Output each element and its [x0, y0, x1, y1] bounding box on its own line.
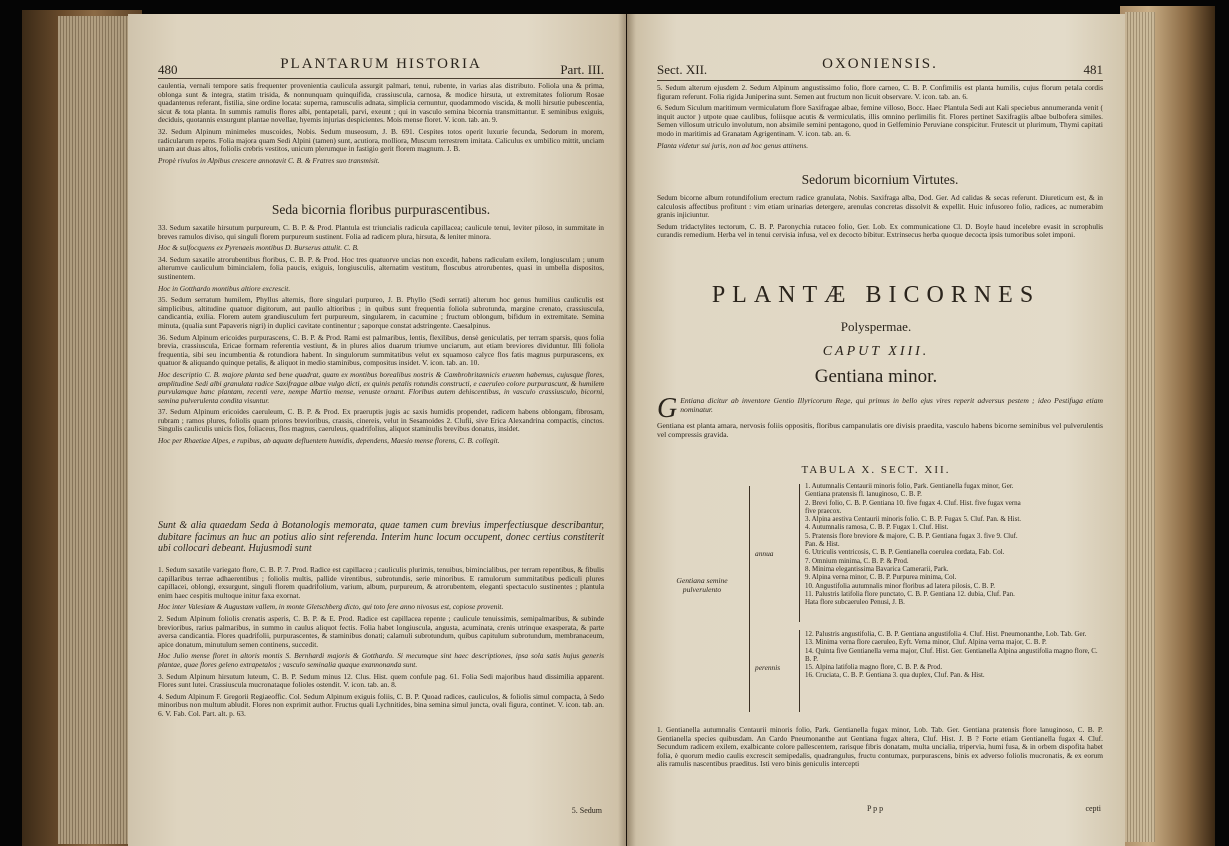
- signature-mark: P p p: [867, 804, 884, 813]
- paragraph-6: 6. Sedum Siculum maritimum vermiculatum flore Saxifragae albae, femine villoso, Bocc. Haec Plantula Sedi aut Kali speciebus annumeranda venit ( inquit auctor ) utpote quae caulibus, foliisque acutis & vermiculatis, illis omnino perlimilis fit. Flores pertinet Saxifragiis albae bulbofera similes. Semen villosum utriculo involutum, non absimile semini pentagono, quod in Gelfeminio Peruviane conspicitur. Frutescit ut plurimum, Thymi capitati modo in maritimis ad Granatam Agrigentinam. V. icon. tab. an. 6.: [657, 103, 1103, 138]
- gentianella-description: 1. Gentianella autumnalis Centaurii minoris folio, Park. Gentianella fugax minor, Lob. Tab. Ger. Gentiana pratensis flore lanuginoso, C. B. P. Gentianella species quibusdam. An Cardo Pneumonanthe aut Gentiana fugax altera, Cluf. Hist. J. B ? Forte etiam Gentianella fugax 4. Cluf. Secundum radicem exilem, exalbicante colore pallescentem, rarisque fibris donatam, multa uncialia, tripervia, humi fusa, & in orbem dispofita habet folia, è quorum medio caulis excrescit semipedalis, quadrangulus, fructu contumax, purpurascens, binis ex adverso foliolis mucronatis, & ex eorum alis ramulis nascentibus praeditus. Isti vero binis geniculis intercepti: [657, 725, 1103, 769]
- virtues-paragraph-2: Sedum tridactylites tectorum, C. B. P. Paronychia rutaceo folio, Ger. Lob. Ex communicatione Cl. D. Boyle haud incelebre evasit in scrophulis curandis remedium. Herba vel in tenui cervisia infusa, vel ex decocto bibitur. Extrinsecus herba quoque decocta ipsis tumoribus solet imponi.: [657, 221, 1103, 240]
- right-section-label: Sect. XII.: [657, 62, 708, 77]
- table-root-label: Gentiana semine pulverulento: [676, 576, 728, 594]
- paragraph-37-note: Hoc per Rhaetiae Alpes, e rupibus, ab aquam defluentem humidis, dependens, Maesio mense florens, C. B. collegit.: [158, 436, 500, 446]
- left-text-middle: [158, 224, 604, 449]
- polyspermae-subtitle: Polyspermae.: [840, 319, 912, 334]
- classification-table: [657, 480, 1103, 720]
- right-page-edges: [1125, 12, 1155, 842]
- chapter-heading: CAPUT XIII.: [822, 344, 930, 359]
- annua-item: five praecox.: [805, 506, 842, 515]
- perennis-item: 14. Quinta five Gentianella verna major, Cluf. Hist. Ger. Gentianella Alpina angustifolia magno flore, C. B. P.: [805, 646, 1098, 663]
- perennis-brace: [799, 630, 800, 712]
- perennis-items: [805, 630, 1103, 680]
- table-heading: TABULA X. SECT. XII.: [801, 464, 951, 476]
- annua-item: Pan. & Hist.: [805, 540, 840, 549]
- right-text-upper: [657, 84, 1103, 153]
- section-heading-seda-bicornia: Seda bicornia floribus purpurascentibus.: [271, 202, 491, 217]
- drop-cap-g: G: [657, 393, 678, 424]
- paragraph-34: 34. Sedum saxatile atrorubentibus floribus, C. B. P. & Prod. Hoc tres quatuorve uncias non excedit, habens radiculam exilem, longiusculam ; unum alterumve cauliculum bimincialem, folia paucis, exiguis, longiusculis, alternatim vestitum, floscubus atrorubentes, quasi in umbella dispositos, sustinentem.: [158, 254, 604, 281]
- perennis-item: 13. Minima verna flore caeruleo, Eyft. Verna minor, Cluf. Alpina verna major, C. B. P.: [805, 638, 1047, 647]
- left-header-rule: [158, 78, 604, 79]
- left-page: [128, 14, 626, 846]
- book-gutter: [618, 14, 636, 846]
- paragraph-5: 5. Sedum alterum ejusdem 2. Sedum Alpinum angustissimo folio, flore carneo, C. B. P. Confimilis est planta humilis, cujus florum petala cordis figuram referunt. Folia rigida Juniperina sunt. Semen aut fructum non licuit observare. V. icon. tab. an. 6.: [657, 83, 1103, 101]
- paragraph-36-note: Hoc descriptio C. B. majore planta sed bene quadrat, quam ex montibus borealibus nostris & Cambrobritannicis eruenm habemus, cujusque flores, amplitudine Sedi albi granulata radice Saxifragae albae vulgo dicti, ex quinis petalis rotundis constructi, e caeruleo colore purpurascunt, & humilem purvulamque hanc plantam, recenti vere, nempe Martio mense, venuste ornant. Floribus autem dehiscentibus, in vasculo crassiusculo, bicorni, semina pulverulenta condita visuntur.: [158, 369, 604, 405]
- right-header-rule: [657, 80, 1103, 81]
- paragraph-37: 37. Sedum Alpinum ericoides caeruleum, C. B. P. & Prod. Ex praeruptis jugis ac saxis humidis propendet, radicem habens oblongam, fibrosam, rubram ; ramos plures, foliolis quam priores brevioribus, crassis, cinereis, velut in Sesamoides 2. Clufii, sive Erica Alexandrina compactis, cinctos. Singulis cauliculis unicis flos, foliaceus, flos magnus, caeruleus, quadrifolius, aliquot staminulis brevibus donatus, insidet.: [158, 407, 604, 434]
- paragraph-4: 4. Sedum Alpinum F. Gregorii Regiaeoffic. Col. Sedum Alpinum exiguis foliis, C. B. P. Quoad radices, cauliculos, & foliolis simul compacta, à Sedo minoribus non multum abludit. Flores non exprimit author. Fructus quali Lychnitides, bina semina simul juncta, ovali figura, continet. V. icon. tab. an. 6. V. Fab. Col. Part. alt. p. 63.: [158, 691, 604, 718]
- annua-item: 6. Utriculis ventricosis, C. B. P. Gentianella coerulea cordata, Fab. Col.: [805, 548, 1005, 557]
- virtues-text: [657, 194, 1103, 243]
- paragraph-32-note: Propè rivulos in Alpibus crescere annotavit C. B. & Fratres suo transmisit.: [158, 155, 380, 165]
- left-catchword: 5. Sedum: [571, 806, 602, 815]
- annua-items: [805, 482, 1103, 606]
- annua-item: Hata flore subcaeruleo Penusi, J. B.: [805, 598, 905, 607]
- paragraph-34-note: Hoc in Gotthardo montibus altiore excrescit.: [158, 283, 291, 293]
- left-page-edges: [58, 16, 138, 844]
- paragraph-6-note: Planta videtur sui juris, non ad hoc genus attinens.: [657, 140, 809, 150]
- plantae-bicornes-title: PLANTÆ BICORNES: [711, 282, 1041, 308]
- annua-item: Gentiana pratensis fl. lanuginoso, C. B. P.: [805, 490, 922, 499]
- left-text-lower: [158, 566, 604, 722]
- paragraph-33: 33. Sedum saxatile hirsutum purpureum, C. B. P. & Prod. Plantula est triuncialis radicula capillacea; caulicule tenui, leviter piloso, in summitate in breves ramulos diviso, qui singuli florem purpureum sustinent. Folia ad radicem plura, hirsuta, & leniter minora.: [158, 223, 604, 241]
- paragraph-1: 1. Sedum saxatile variegato flore, C. B. P. 7. Prod. Radice est capillacea ; cauliculis plurimis, tenuibus, bimincialibus, per terram repentibus, & fibulis capillaribus terrae adhaerentibus ; foliolis multis, pallide virentibus, subrotundis, serie minoribus. E ramulorum summitatibus pediculi plures capillacei, oblongi, exsurgunt, singuli florem quadrifolium, varium, album, purpureum, & atrorubentem, eleganti spectaculo sustinentes ; plantula enim haec cespitis multoque initur faxa exornat.: [158, 565, 604, 600]
- annua-brace: [799, 484, 800, 622]
- left-running-title: PLANTARUM HISTORIA: [280, 56, 482, 72]
- right-page-number: 481: [1083, 62, 1103, 77]
- left-part-label: Part. III.: [560, 62, 604, 77]
- perennis-item: 16. Cruciata, C. B. P. Gentiana 3. qua duplex, Cluf. Pan. & Hist.: [805, 671, 985, 680]
- virtues-paragraph-1: Sedum bicorne album rotundifolium erectum radice granulata, Nobis. Saxifraga alba, Dod. Ger. Ad calidas & secas referunt. Diureticum est, & in calculosis affectibus profitunt : vim etiam urinarias detergere, arenulas concretas dissolvit & expellit. Huic infusoreo folio, radices, ac numerabim granis injiciuntur.: [657, 193, 1103, 220]
- paragraph-33-note: Hoc & sulfocquens ex Pyrenaeis montibus D. Burserus attulit. C. B.: [158, 243, 359, 253]
- annua-item: 9. Alpina verna minor, C. B. P. Purpurea minima, Col.: [805, 573, 957, 582]
- left-page-number: 480: [158, 62, 178, 77]
- annua-item: 5. Pratensis flore breviore & majore, C. B. P. Gentiana fugax 3. five 9. Cluf.: [805, 531, 1018, 540]
- left-text-upper: [158, 82, 604, 168]
- italic-block-alia-seda: Sunt & alia quaedam Seda à Botanologis memorata, quae tamen cum brevius imperfectiusque describantur, dubitare facimus an huc an potius alio sint referenda. Interim hunc locum occupent, donec certius constiterit ubi collocari debeant. Hujusmodi sunt: [158, 520, 604, 554]
- root-brace: [749, 486, 750, 712]
- annua-item: 7. Omnium minima, C. B. P. & Prod.: [805, 556, 909, 565]
- left-page-header: [158, 56, 604, 80]
- right-page-header: [657, 56, 1103, 80]
- paragraph-32: 32. Sedum Alpinum minimeles muscoides, Nobis. Sedum museosum, J. B. 691. Cespites totos operit luxurie fecunda, Sedorum in morem, radicularum repens. Folia majora quam Sedi Alpini (tamen) sunt, acutiora, molliora, Muscum terrestrem imitata. Caliculus ex umbilico mittit, unciam unam aut duas altos, foliolis crebris vestitos, unicum plerumque in fastigio gerit florem magnum. J. B.: [158, 126, 604, 154]
- paragraph-2-note: Hoc Julio mense floret in altoris montis S. Bernhardi majoris & Gotthardo. Si mecumque sint haec descriptiones, ipsa sola satis hujus generis plantae, quae flores geleno extrapetalos ; vasculo seminalia quaque exannonanda sunt.: [158, 651, 604, 669]
- gentiana-definition: Gentiana est planta amara, nervosis foliis oppositis, floribus campanulatis ore divisis praedita, vasculo habens bicorne seminibus vel pulverulentis vel compressis gravida.: [657, 421, 1103, 439]
- annua-item: 3. Alpina aestiva Centaurii minoris folio. C. B. P. Fugax 5. Cluf. Pan. & Hist.: [805, 515, 1022, 524]
- gentiana-intro: [657, 393, 1103, 442]
- perennis-item: 12. Palustris angustifolia, C. B. P. Gentiana angustifolia 4. Cluf. Hist. Pneumonanthe, Lob. Tab. Ger.: [805, 630, 1087, 638]
- annua-item: 2. Brevi folio, C. B. P. Gentiana 10. five fugax 4. Cluf. Hist. five fugax verna: [805, 498, 1021, 507]
- right-running-title: OXONIENSIS.: [822, 56, 938, 72]
- genus-title: Gentiana minor.: [814, 366, 938, 387]
- paragraph-2: 2. Sedum Alpinum foliolis crenatis asperis, C. B. P. & E. Prod. Radice est capillacea repente ; caulicule tenuissimis, semipalmaribus, & subinde brevioribus, rarius palmaribus, in summo in caulus aliquot fectis. Folia habet longiuscula, angusta, acuminata, crenis utrinque exasperata, & parte aversa candicantia. Flores quadrifolii, purpurascentes, & staminibus donati; calamuli subrotundum, quibus capitulum subrotundum, membranaceum, apice donatum, minutulum semen continens, succedit.: [158, 613, 604, 649]
- paragraph-36: 36. Sedum Alpinum ericoides purpurascens, C. B. P. & Prod. Rami est palmaribus, lentis, flexilibus, densè geniculatis, per terram sparsis, quos folia brevia, crassiuscula, Ericae formam referentia vestiunt, & in plures alios duarum triumve unciarum, aut etiam breviores dividuntur. Illi foliola frequentia, sibi seu incumbentia & rotundiora habent. In singulorum summitatibus velut ex squamoso calyce flos fatis magnus purpurascens, ex quatuor & aliquando quinque petalis, & aliquot in medio staminibus, compositus insidet. V. icon. tab. an. 10.: [158, 332, 604, 368]
- annua-item: 1. Autumnalis Centaurii minoris folio, Park. Gentianella fugax minor, Ger.: [805, 482, 1014, 490]
- right-catchword: cepti: [1085, 804, 1101, 813]
- annua-item: 11. Palustris latifolia flore punctato, C. B. P. Gentiana 12. dubia, Cluf. Pan.: [805, 589, 1015, 598]
- annua-item: 10. Angustifolia autumnalis minor floribus ad latera pilosis, C. B. P.: [805, 581, 995, 590]
- right-page: [627, 14, 1125, 846]
- group-annua: annua: [755, 549, 774, 558]
- paragraph-35: 35. Sedum serratum humilem, Phyllus alternis, flore singulari purpureo, J. B. Phyllo (Sedi serrati) alterum hoc genus humilius cauliculis est simplicibus, altitudine quatuor digitorum, aut paullo altioribus ; in quibus sunt frequentia foliola subrotunda, margine crenato, crassiuscula, candicantia, exilia. Florem autem grandiusculum fert purpureum, singularem, in cacumine ; fructum oblongum, bifidum in extremitate. Semina minuta, (qualia sunt Papaveris nigri) in duplici cavitate continentur ; saporque constat adstringente. Caesalpinus.: [158, 295, 604, 330]
- paragraph-intro: caulentia, vernali tempore satis frequenter provenientia caulicula assurgit palmari, tenui, rubente, in varias alas distributo. Foliola una & prima, oblonga sunt & integra, statim trisida, & nonnunquam quinquifida, crassiuscula, carnosa, & modice hirsuta, ut extremitates foliorum Rosae quadantenus referant, fistilia, sine ordine locata: superna, ramusculis adnata, simplicia cernuntur, quodammodo viscida, & molli hirsutie pubescentia, sicut & tota planta. In summis ramulis flores albi, pentapetali, parvi, exeunt ; qui in vasculo semina bicornia transmittantur. E seminibus exiguis, deciduis, quotannis exsurgunt plantae novellae, hyemis injurias despicientes. Mois mense floret. V. icon. tab. an. 9.: [158, 81, 604, 125]
- annua-item: 8. Minima elegantissima Bavarica Camerarii, Park.: [805, 564, 949, 573]
- annua-item: 4. Autumnalis ramosa, C. B. P. Fugax 1. Cluf. Hist.: [805, 523, 949, 532]
- paragraph-1-note: Hoc inter Valesiam & Augustam vallem, in monte Gletschberg dicto, qui toto fere anno nivosus est, copiose provenit.: [158, 602, 504, 612]
- gentiana-intro-text: Entiana dicitur ab inventore Gentio Illyricorum Rege, qui primus in bello ejus vires reperit adversus pestem ; ideo Pestifuga etiam nominatur.: [680, 396, 1103, 414]
- virtues-heading: Sedorum bicornium Virtutes.: [801, 172, 959, 187]
- group-perennis: perennis: [755, 663, 781, 672]
- paragraph-3: 3. Sedum Alpinum hirsutum luteum, C. B. P. Sedum minus 12. Clus. Hist. quem confule pag. 61. Folia Sedi majoribus haud dissimilia apparent. Flores sunt lutei. Crassiuscula mucronataque folioles ostendit. V. icon. tab. an. 8.: [158, 671, 604, 690]
- perennis-item: 15. Alpina latifolia magno flore, C. B. P. & Prod.: [805, 663, 943, 672]
